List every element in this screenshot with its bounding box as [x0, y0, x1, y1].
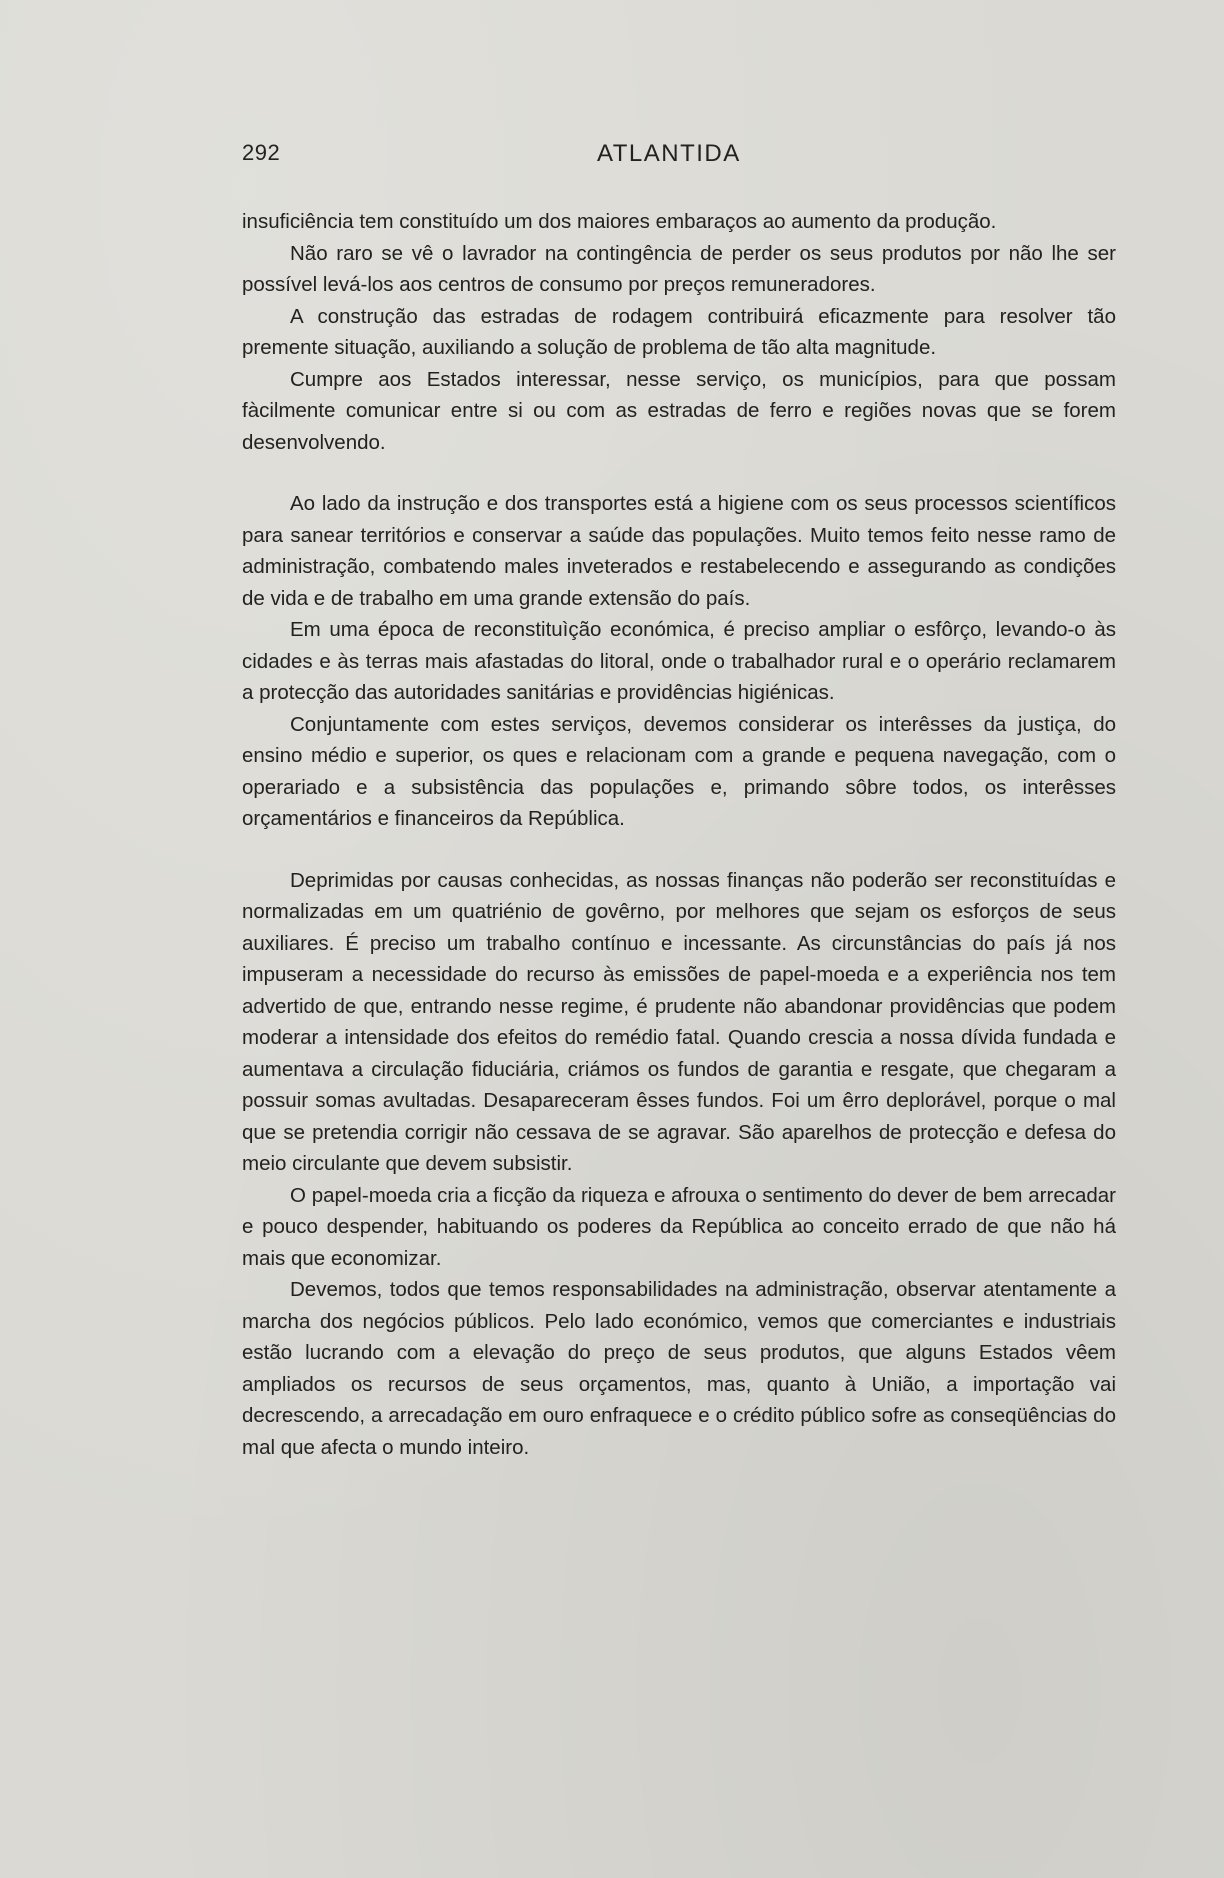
running-title: ATLANTIDA [597, 140, 741, 167]
paragraph: Devemos, todos que temos responsabilidades na administração, observar atentamente a marcha dos negócios públicos. Pelo lado económico, vemos que comerciantes e industriais estão lucrando com a elevação do preço de seus produtos, que alguns Estados vêem ampliados os recursos de seus orçamentos, mas, quanto à União, a importação vai decrescendo, a arrecadação em ouro enfraquece e o crédito público sofre as conseqüências do mal que afecta o mundo inteiro. [242, 1278, 1116, 1459]
paragraph: Em uma época de reconstituìção económica, é preciso ampliar o esfôrço, levando-o às cidades e às terras mais afastadas do litoral, onde o trabalhador rural e o operário reclamarem a protecção das autoridades sanitárias e providências higiénicas. [242, 618, 1116, 704]
paragraph: Não raro se vê o lavrador na contingência de perder os seus produtos por não lhe ser possível levá-los aos centros de consumo por preços remuneradores. [242, 241, 1116, 296]
paragraph: Cumpre aos Estados interessar, nesse serviço, os municípios, para que possam fàcilmente comunicar entre si ou com as estradas de ferro e regiões novas que se forem desenvolvendo. [242, 367, 1116, 454]
paragraph: Ao lado da instrução e dos transportes está a higiene com os seus processos scientíficos para sanear territórios e conservar a saúde das populações. Muito temos feito nesse ramo de administração, combatendo males inveterados e restabelecendo e assegurando as condições de vida e de trabalho em uma grande extensão do país. [242, 492, 1116, 610]
paragraph: Deprimidas por causas conhecidas, as nossas finanças não poderão ser reconstituídas e normalizadas em um quatriénio de govêrno, por melhores que sejam os esforços de seus auxiliares. É preciso um trabalho contínuo e incessante. As circunstâncias do país já nos impuseram a necessidade do recurso às emissões de papel-moeda e a experiência nos tem advertido de que, entrando nesse regime, é prudente não abandonar providências que podem moderar a intensidade dos efeitos do remédio fatal. Quando crescia a nossa dívida fundada e aumentava a circulação fiduciária, criámos os fundos de garantia e resgate, que chegaram a possuir somas avultadas. Desapareceram êsses fundos. Foi um êrro deplorável, porque o mal que se pretendia corrigir não cessava de se agravar. São aparelhos de protecção e defesa do meio circulante que devem subsistir. [242, 868, 1116, 1175]
page-number: 292 [242, 140, 281, 165]
page-header [242, 140, 1117, 174]
paragraph: A construção das estradas de rodagem contribuirá eficazmente para resolver tão premente situação, auxiliando a solução de problema de tão alta magnitude. [242, 304, 1116, 359]
paragraph: O papel-moeda cria a ficção da riqueza e afrouxa o sentimento do dever de bem arrecadar e pouco despender, habituando os poderes da República ao conceito errado de que não há mais que economizar. [242, 1183, 1116, 1270]
body-text [242, 206, 1116, 1463]
paragraph: Conjuntamente com estes serviços, devemos considerar os interêsses da justiça, do ensino médio e superior, os ques e relacionam com a grande e pequena navegação, com o operariado e a subsistência das populações e, primando sôbre todos, os interêsses orçamentários e financeiros da República. [242, 712, 1116, 830]
paragraph: insuficiência tem constituído um dos maiores embaraços ao aumento da produção. [242, 210, 997, 233]
